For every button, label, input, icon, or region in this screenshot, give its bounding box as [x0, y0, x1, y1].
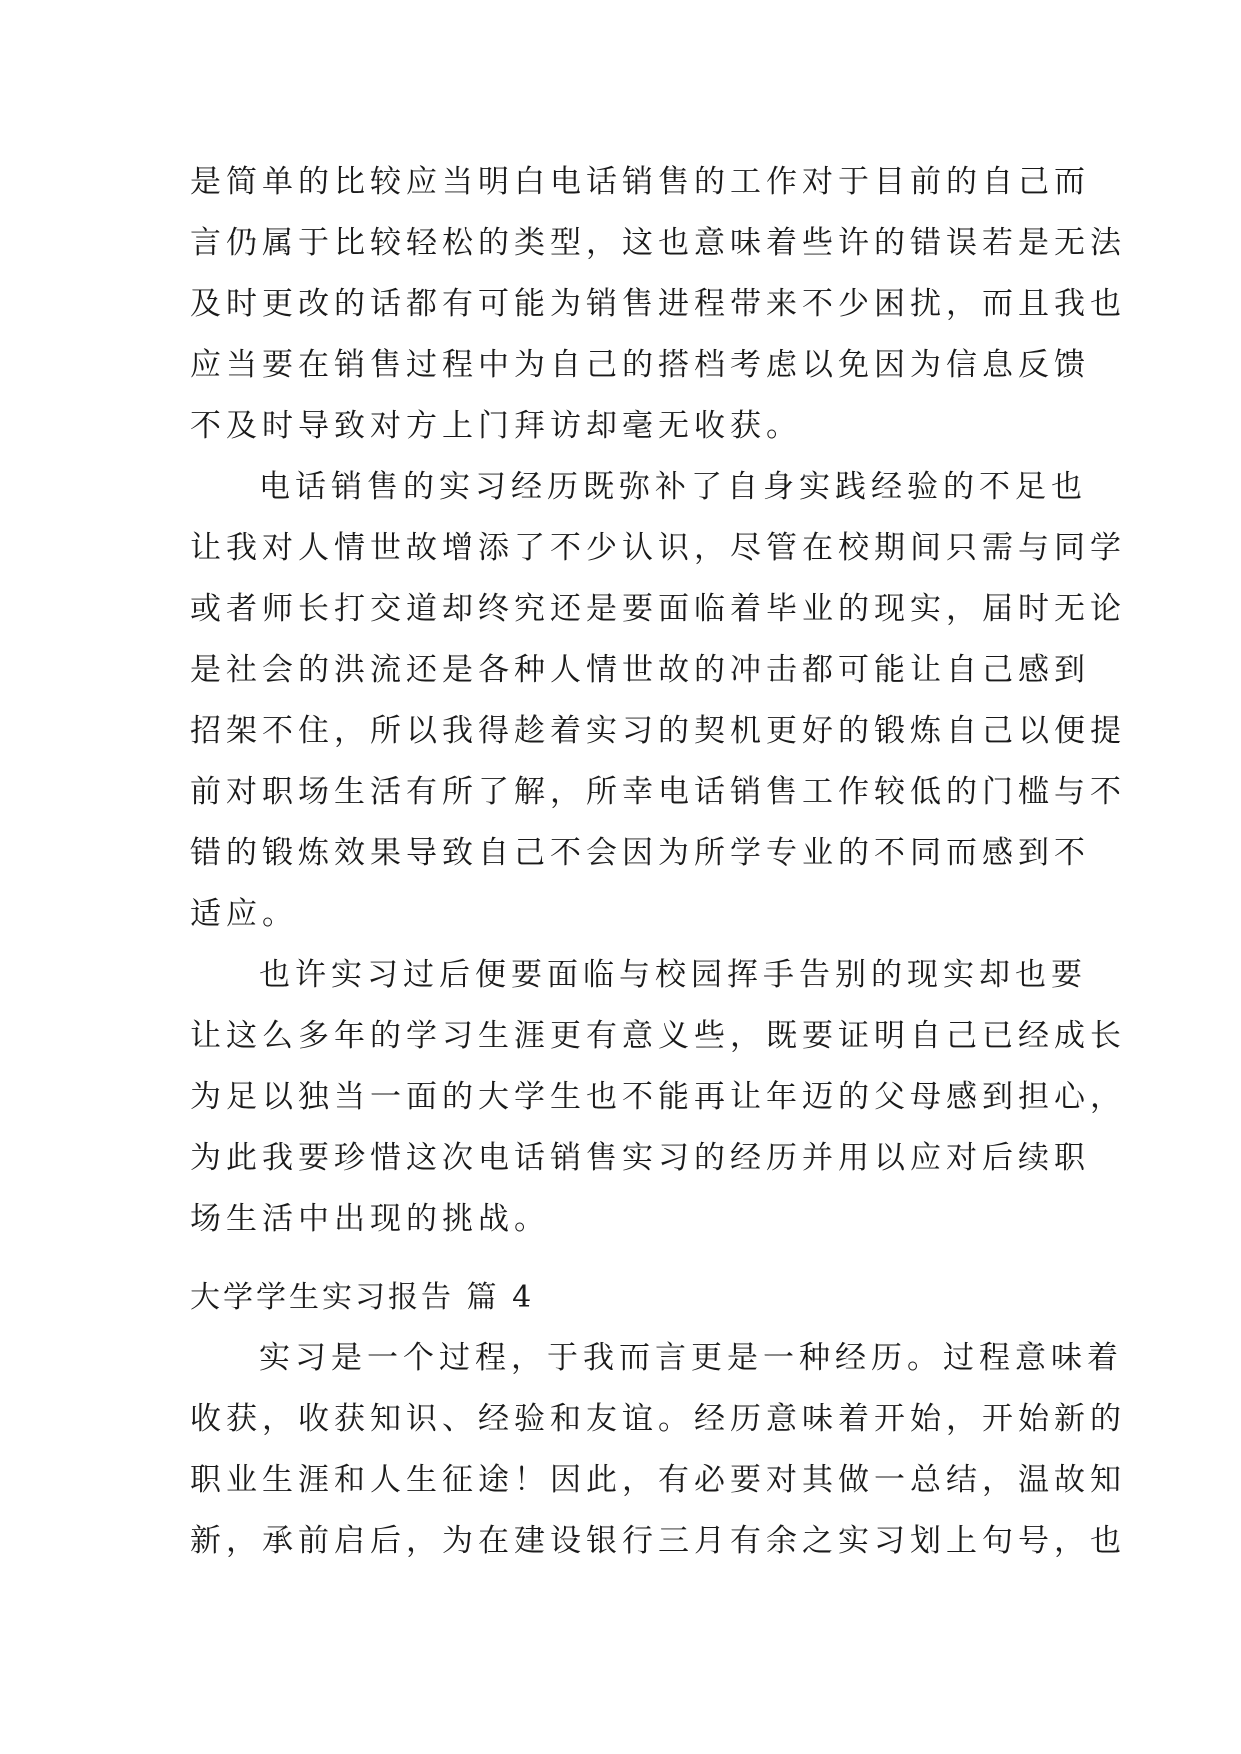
- text-line: 应当要在销售过程中为自己的搭档考虑以免因为信息反馈: [190, 347, 1090, 383]
- text-line: 前对职场生活有所了解，所幸电话销售工作较低的门槛与不: [190, 774, 1126, 810]
- text-line: 收获，收获知识、经验和友谊。经历意味着开始，开始新的: [190, 1401, 1126, 1437]
- body-text: [190, 152, 1126, 1250]
- text-line: 不及时导致对方上门拜访却毫无收获。: [190, 408, 802, 444]
- text-line: 也许实习过后便要面临与校园挥手告别的现实却也要: [259, 957, 1087, 993]
- text-line: 场生活中出现的挑战。: [190, 1201, 550, 1237]
- text-line: 适应。: [190, 896, 298, 932]
- paragraph-4: [190, 1328, 1126, 1572]
- text-line: 言仍属于比较轻松的类型，这也意味着些许的错误若是无法: [190, 225, 1126, 261]
- text-line: 实习是一个过程，于我而言更是一种经历。过程意味着: [259, 1340, 1123, 1376]
- text-line: 让我对人情世故增添了不少认识，尽管在校期间只需与同学: [190, 530, 1126, 566]
- text-line: 职业生涯和人生征途！因此，有必要对其做一总结，温故知: [190, 1462, 1126, 1498]
- text-line: 或者师长打交道却终究还是要面临着毕业的现实，届时无论: [190, 591, 1126, 627]
- text-line: 为足以独当一面的大学生也不能再让年迈的父母感到担心，: [190, 1079, 1126, 1115]
- text-line: 新，承前启后，为在建设银行三月有余之实习划上句号，也: [190, 1523, 1126, 1559]
- text-line: 是社会的洪流还是各种人情世故的冲击都可能让自己感到: [190, 652, 1090, 688]
- text-line: 电话销售的实习经历既弥补了自身实践经验的不足也: [259, 469, 1087, 505]
- text-line: 为此我要珍惜这次电话销售实习的经历并用以应对后续职: [190, 1140, 1090, 1176]
- paragraph-2: [190, 457, 1126, 945]
- text-line: 及时更改的话都有可能为销售进程带来不少困扰，而且我也: [190, 286, 1126, 322]
- paragraph-3: [190, 945, 1126, 1250]
- section-heading: 大学学生实习报告 篇 4: [190, 1280, 535, 1315]
- text-line: 是简单的比较应当明白电话销售的工作对于目前的自己而: [190, 164, 1090, 200]
- text-line: 让这么多年的学习生涯更有意义些，既要证明自己已经成长: [190, 1018, 1126, 1054]
- paragraph-1: [190, 152, 1126, 457]
- text-line: 错的锻炼效果导致自己不会因为所学专业的不同而感到不: [190, 835, 1090, 871]
- section-body-text: [190, 1328, 1126, 1572]
- text-line: 招架不住，所以我得趁着实习的契机更好的锻炼自己以便提: [190, 713, 1126, 749]
